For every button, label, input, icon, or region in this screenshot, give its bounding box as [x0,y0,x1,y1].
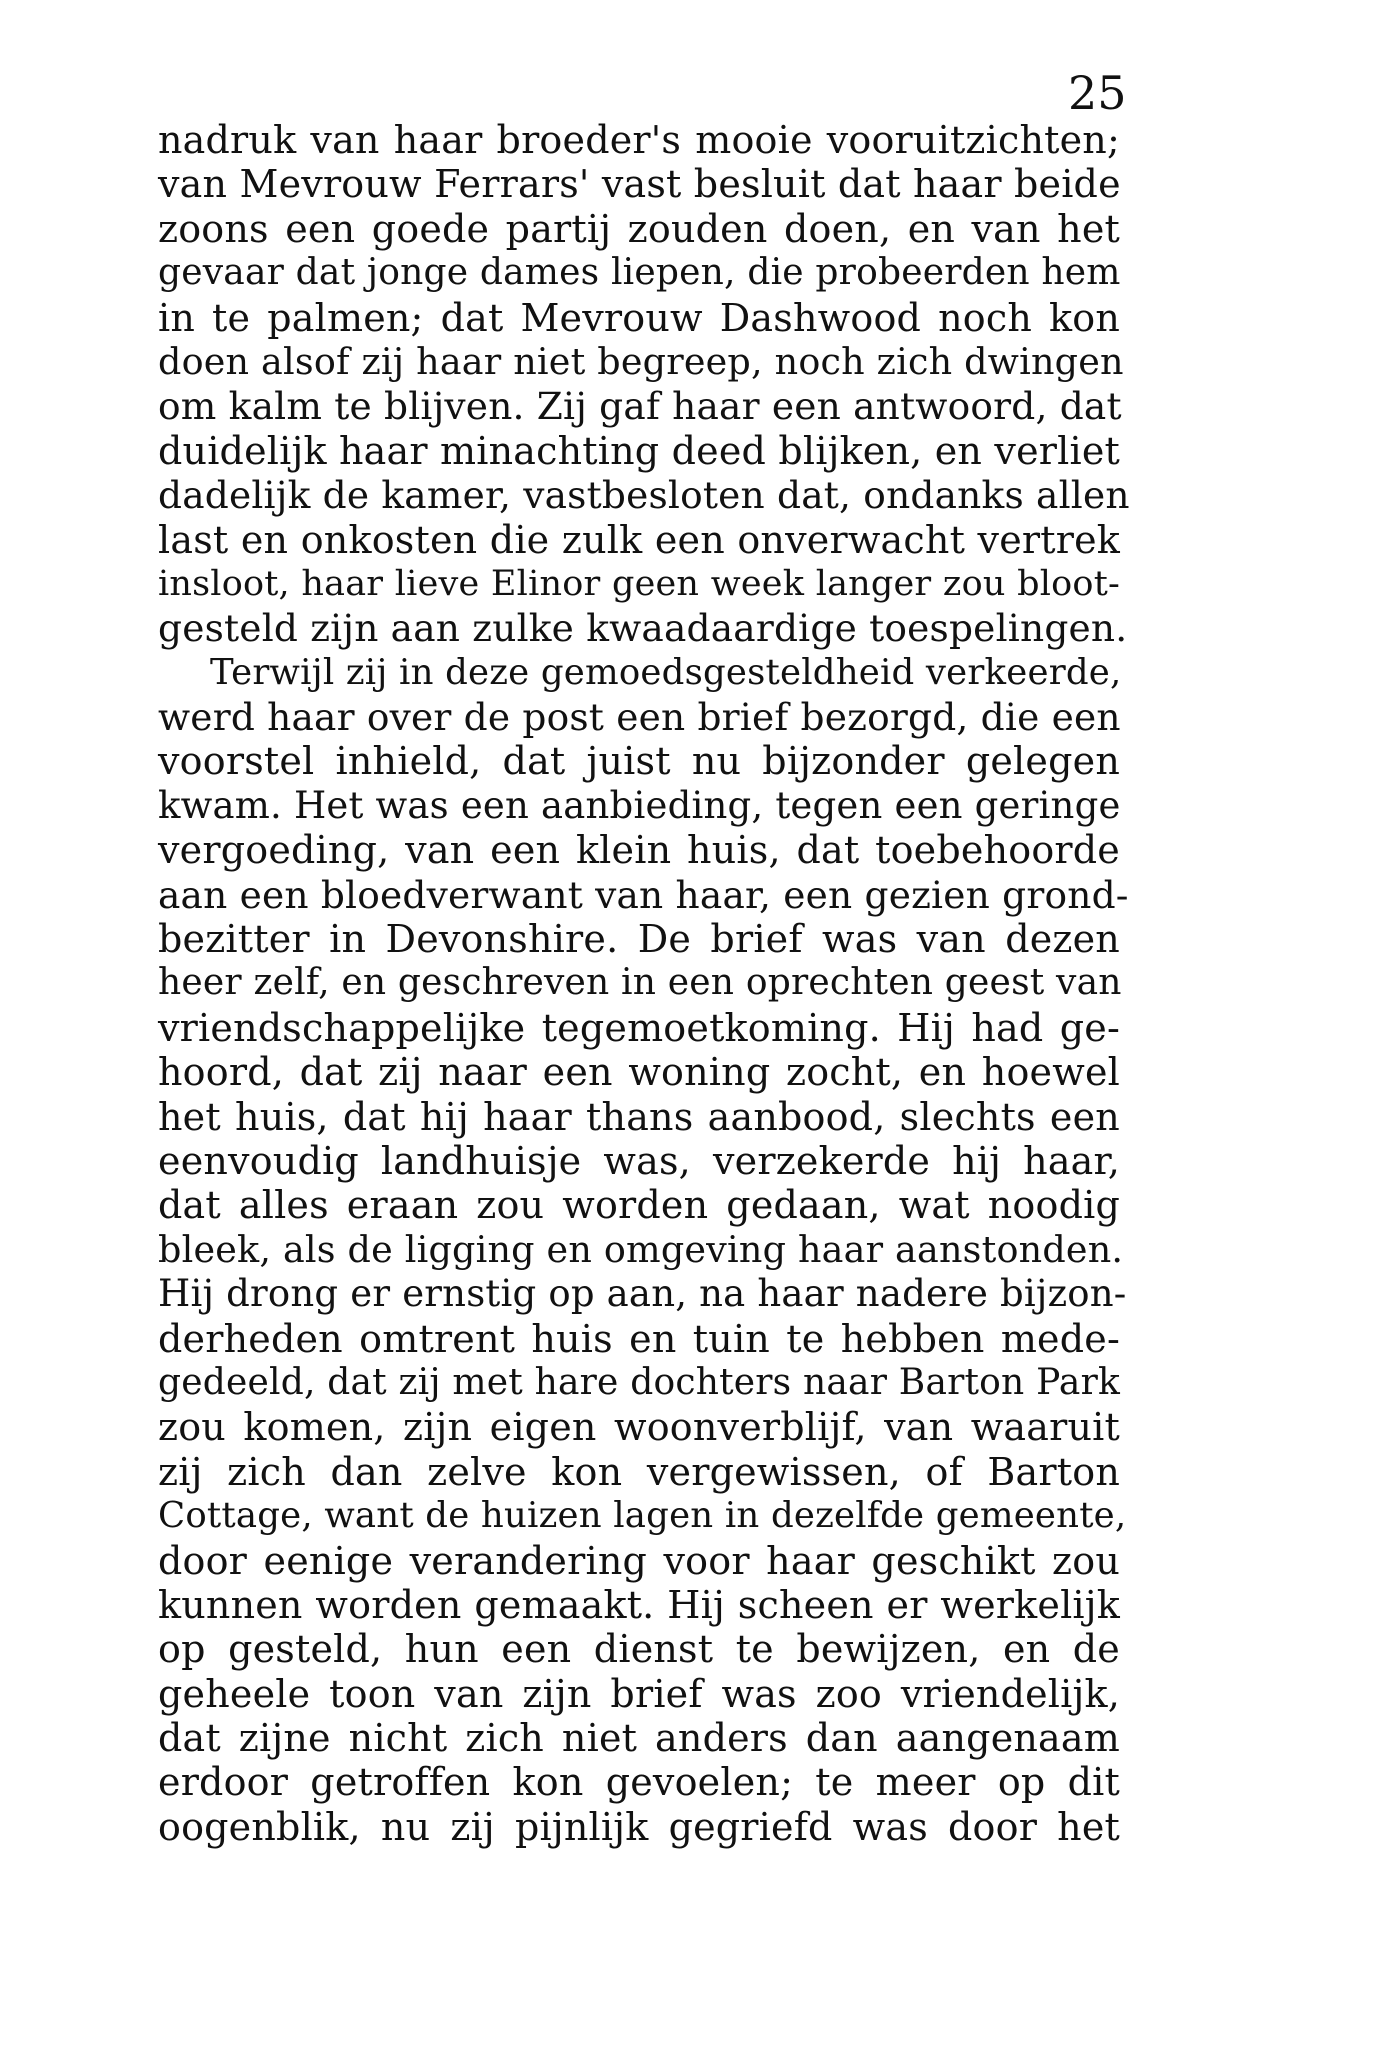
body-text [158,118,1130,1849]
text-line: Cottage, want de huizen lagen in dezelfde gemeente, [158,1495,1127,1537]
text-line: vergoeding, van een klein huis, dat toebehoorde [158,828,1120,873]
text-line: het huis, dat hij haar thans aanbood, slechts een [158,1094,1120,1139]
text-line: hoord, dat zij naar een woning zocht, en hoewel [158,1050,1120,1095]
text-line: van Mevrouw Ferrars' vast besluit dat haar beide [158,162,1121,207]
text-line: derheden omtrent huis en tuin te hebben mede- [158,1316,1120,1361]
text-line: op gesteld, hun een dienst te bewijzen, en de [158,1627,1120,1672]
text-line: om kalm te blijven. Zij gaf haar een antwoord, dat [158,384,1122,429]
text-line: vriendschappelijke tegemoetkoming. Hij had ge- [158,1005,1120,1050]
text-line: dat alles eraan zou worden gedaan, wat noodig [158,1183,1120,1228]
text-line: zij zich dan zelve kon vergewissen, of Barton [158,1449,1120,1494]
text-line: heer zelf, en geschreven in een oprechten geest van [158,962,1122,1004]
text-line: bezitter in Devonshire. De brief was van dezen [158,917,1120,962]
text-line: kunnen worden gemaakt. Hij scheen er werkelijk [158,1582,1120,1627]
text-line: erdoor getroffen kon gevoelen; te meer op dit [158,1760,1120,1805]
text-line: door eenige verandering voor haar geschikt zou [158,1538,1120,1583]
page-number: 25 [1068,66,1127,120]
text-line: gedeeld, dat zij met hare dochters naar Barton Park [158,1361,1120,1403]
text-line: Hij drong er ernstig op aan, na haar nadere bijzon- [158,1272,1127,1316]
text-line: zou komen, zijn eigen woonverblijf, van waaruit [158,1405,1120,1450]
text-line: voorstel inhield, dat juist nu bijzonder gelegen [158,739,1120,784]
text-line: doen alsof zij haar niet begreep, noch zich dwingen [158,339,1124,383]
text-line: gesteld zijn aan zulke kwaadaardige toespelingen. [158,606,1128,651]
text-line: insloot, haar lieve Elinor geen week langer zou bloot- [158,563,1120,604]
text-line: aan een bloedverwant van haar, een gezien grond- [158,872,1129,917]
paragraph-start-line: Terwijl zij in deze gemoedsgesteldheid verkeerde, [210,651,1122,693]
text-line: oogenblik, nu zij pijnlijk gegriefd was door het [158,1804,1120,1849]
text-line: nadruk van haar broeder's mooie vooruitzichten; [158,118,1120,162]
text-line: duidelijk haar minachting deed blijken, en verliet [158,428,1120,473]
text-line: zoons een goede partij zouden doen, en van het [158,206,1120,251]
text-line: kwam. Het was een aanbieding, tegen een geringe [158,783,1121,827]
text-line: eenvoudig landhuisje was, verzekerde hij haar, [158,1138,1120,1183]
text-line: dadelijk de kamer, vastbesloten dat, ondanks allen [158,473,1130,518]
text-line: last en onkosten die zulk een onverwacht vertrek [158,517,1120,562]
text-line: dat zijne nicht zich niet anders dan aangenaam [158,1716,1120,1761]
text-line: bleek, als de ligging en omgeving haar aanstonden. [158,1227,1124,1271]
text-line: werd haar over de post een brief bezorgd, die een [158,695,1121,740]
text-line: geheele toon van zijn brief was zoo vriendelijk, [158,1671,1120,1716]
text-line: gevaar dat jonge dames liepen, die probeerden hem [158,252,1121,294]
text-line: in te palmen; dat Mevrouw Dashwood noch kon [158,295,1120,340]
